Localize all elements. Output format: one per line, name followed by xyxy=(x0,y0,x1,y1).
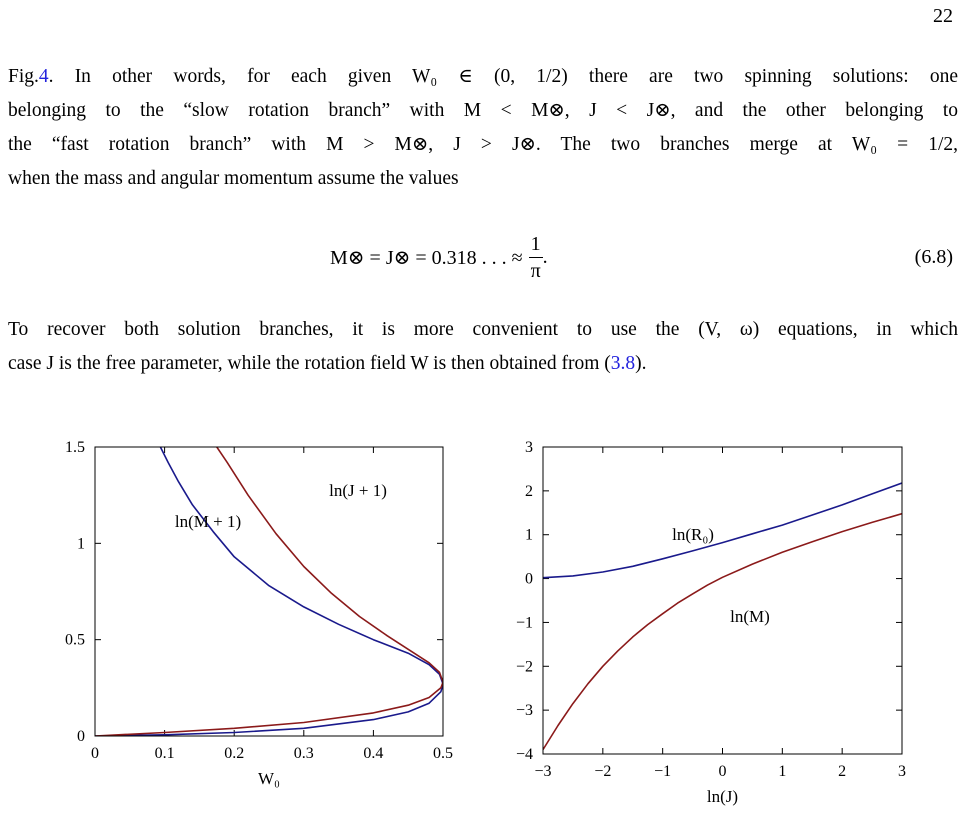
paragraph-1-line-1 xyxy=(8,60,958,94)
x-tick-label: −2 xyxy=(594,763,612,780)
equation-body xyxy=(330,234,548,281)
paragraph-1-line-3: the “fast rotation branch” with M > M⊗, J > J⊗. The two branches merge at W₀ = 1/2, xyxy=(8,134,958,155)
fig-ref-prefix: Fig. xyxy=(8,66,39,87)
equation-6-8 xyxy=(0,226,965,296)
x-tick-label: 0.2 xyxy=(224,745,245,762)
series-line xyxy=(95,447,443,736)
paragraph-2-line-2-end: ). xyxy=(635,353,647,374)
x-tick-label: 0.4 xyxy=(363,745,384,762)
x-axis-label: ln(J) xyxy=(706,787,739,806)
y-tick-label: 1.5 xyxy=(65,439,85,456)
series-label: ln(M) xyxy=(730,607,770,626)
equation-number: (6.8) xyxy=(914,246,953,268)
fraction-one-over-pi xyxy=(529,234,543,281)
series-label: ln(J + 1) xyxy=(329,481,387,500)
y-tick-label: 0 xyxy=(525,570,533,588)
fraction-numerator: 1 xyxy=(529,234,543,258)
x-axis-label: W₀ xyxy=(258,769,280,788)
paragraph-2-line-2 xyxy=(8,347,958,381)
y-tick-label: 3 xyxy=(525,439,533,456)
y-tick-label: 1 xyxy=(77,535,85,553)
paragraph-1 xyxy=(8,60,958,196)
y-tick-label: 0.5 xyxy=(65,631,85,649)
paragraph-2-line-1: To recover both solution branches, it is more convenient to use the (V, ω) equations, in which xyxy=(8,319,958,340)
figure-4-charts xyxy=(0,430,965,826)
series-line xyxy=(543,514,902,750)
page-number: 22 xyxy=(933,5,953,27)
x-tick-label: 0 xyxy=(718,763,727,780)
y-tick-label: −3 xyxy=(515,702,533,720)
paragraph-2-line-2-text: case J is the free parameter, while the rotation field W is then obtained from ( xyxy=(8,353,611,374)
chart-logs-vs-lnJ xyxy=(516,439,906,806)
x-tick-label: 1 xyxy=(778,763,787,780)
equation-lhs: M⊗ = J⊗ = 0.318 . . . ≈ xyxy=(330,247,523,269)
y-tick-label: −1 xyxy=(515,614,533,632)
x-tick-label: 3 xyxy=(898,763,906,780)
x-tick-label: 2 xyxy=(838,763,847,780)
series-label: ln(M + 1) xyxy=(174,512,242,531)
paragraph-1-line-1-rest: . In other words, for each given W₀ ∈ (0, 1/2) there are two spinning solutions: one xyxy=(48,66,958,87)
y-tick-label: 1 xyxy=(525,526,533,544)
x-tick-label: 0.3 xyxy=(293,745,314,762)
equation-link[interactable]: 3.8 xyxy=(610,353,636,374)
paragraph-2 xyxy=(8,313,958,381)
y-tick-label: 0 xyxy=(77,728,85,745)
paragraph-1-line-2: belonging to the “slow rotation branch” with M < M⊗, J < J⊗, and the other belonging to xyxy=(8,100,958,121)
x-tick-label: −1 xyxy=(654,763,672,780)
paragraph-1-line-4: when the mass and angular momentum assume the values xyxy=(8,168,459,189)
series-line xyxy=(95,447,443,736)
equation-period: . xyxy=(542,246,548,268)
chart-mass-angular-momentum-vs-W0 xyxy=(65,439,453,788)
y-tick-label: 2 xyxy=(525,482,533,500)
x-tick-label: 0.1 xyxy=(154,745,175,762)
x-tick-label: −3 xyxy=(534,763,552,780)
y-tick-label: −2 xyxy=(515,658,533,676)
figure-link[interactable]: 4 xyxy=(38,66,49,87)
fraction-denominator: π xyxy=(530,260,541,282)
series-label: ln(R₀) xyxy=(672,525,714,544)
x-tick-label: 0 xyxy=(91,745,99,762)
plot-frame xyxy=(543,447,902,754)
plot-frame xyxy=(95,447,443,736)
x-tick-label: 0.5 xyxy=(433,745,453,762)
y-tick-label: −4 xyxy=(515,746,533,763)
